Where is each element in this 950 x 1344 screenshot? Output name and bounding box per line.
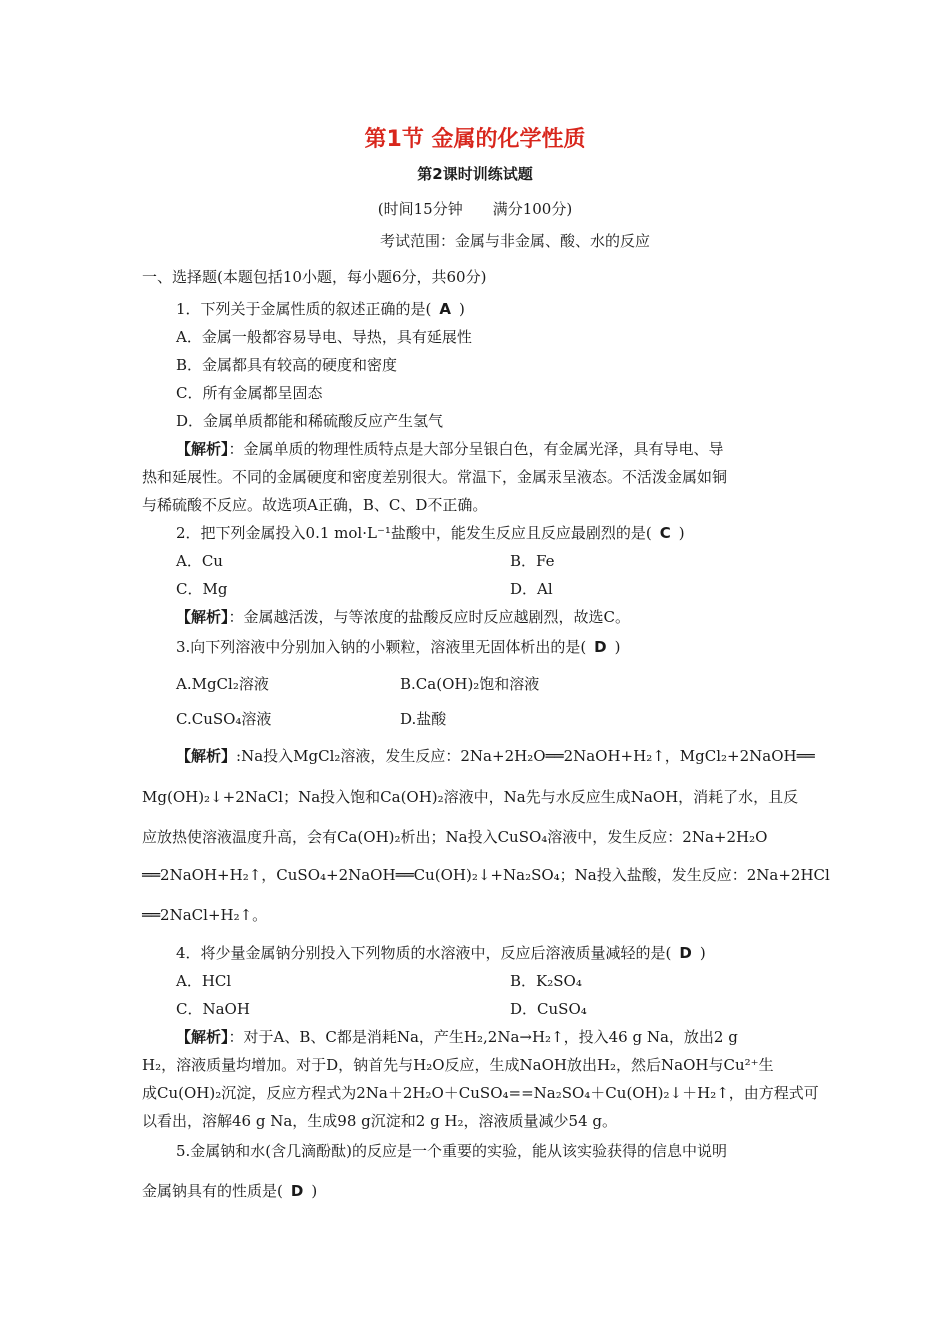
page-title: 第1节 金属的化学性质	[364, 127, 586, 152]
question-3-option: A.MgCl₂溶液	[176, 675, 269, 693]
question-3-analysis-line: 应放热使溶液温度升高，会有Ca(OH)₂析出；Na投入CuSO₄溶液中，发生反应：2Na+2H₂O	[142, 828, 768, 846]
question-1-analysis-line: 热和延展性。不同的金属硬度和密度差别很大。常温下，金属汞呈液态。不活泼金属如铜	[142, 468, 728, 486]
question-4-option: B．K₂SO₄	[510, 972, 582, 990]
question-3-analysis-line: ══2NaCl+H₂↑。	[142, 906, 268, 924]
question-3-stem: 3.向下列溶液中分别加入钠的小颗粒，溶液里无固体析出的是( D )	[176, 638, 621, 656]
question-5-stem-line: 金属钠具有的性质是( D )	[142, 1182, 318, 1200]
question-3-option: C.CuSO₄溶液	[176, 710, 272, 728]
page-subtitle: 第2课时训练试题	[417, 165, 533, 183]
question-1-option: D．金属单质都能和稀硫酸反应产生氢气	[176, 412, 444, 430]
time-info: (时间15分钟 满分100分)	[377, 200, 573, 218]
question-4-answer: D	[679, 944, 692, 962]
question-1-answer: A	[439, 300, 452, 318]
question-4-option: C．NaOH	[176, 1000, 250, 1018]
question-1-option: B．金属都具有较高的硬度和密度	[176, 356, 398, 374]
question-1-option: A．金属一般都容易导电、导热，具有延展性	[176, 328, 472, 346]
question-4-option: D．CuSO₄	[510, 1000, 587, 1018]
question-1-analysis: 【解析】：金属单质的物理性质特点是大部分呈银白色，有金属光泽，具有导电、导	[176, 440, 724, 458]
question-2-option: A．Cu	[176, 552, 223, 570]
exam-scope: 考试范围：金属与非金属、酸、水的反应	[379, 232, 650, 250]
question-4-stem: 4．将少量金属钠分别投入下列物质的水溶液中，反应后溶液质量减轻的是( D )	[176, 944, 706, 962]
question-1-option: C．所有金属都呈固态	[176, 384, 323, 402]
question-2-analysis: 【解析】：金属越活泼，与等浓度的盐酸反应时反应越剧烈，故选C。	[176, 608, 630, 626]
question-3-option: B.Ca(OH)₂饱和溶液	[400, 675, 540, 693]
question-5-answer: D	[290, 1182, 304, 1200]
question-2-stem: 2．把下列金属投入0.1 mol·L⁻¹盐酸中，能发生反应且反应最剧烈的是( C )	[176, 524, 685, 542]
question-4-analysis-line: H₂，溶液质量均增加。对于D，钠首先与H₂O反应，生成NaOH放出H₂，然后NaOH与Cu²⁺生	[142, 1056, 774, 1074]
section-heading: 一、选择题(本题包括10小题，每小题6分，共60分)	[142, 268, 487, 286]
question-3-option: D.盐酸	[400, 710, 447, 728]
question-3-analysis-line: Mg(OH)₂↓+2NaCl；Na投入饱和Ca(OH)₂溶液中，Na先与水反应生成NaOH，消耗了水，且反	[142, 788, 799, 806]
question-1-analysis-line: 与稀硫酸不反应。故选项A正确，B、C、D不正确。	[142, 496, 488, 514]
question-3-answer: D	[594, 638, 607, 656]
question-2-answer: C	[659, 524, 671, 542]
question-2-option: B．Fe	[510, 552, 555, 570]
question-1-stem: 1．下列关于金属性质的叙述正确的是( A )	[176, 300, 465, 318]
question-5-stem: 5.金属钠和水(含几滴酚酞)的反应是一个重要的实验，能从该实验获得的信息中说明	[176, 1142, 728, 1160]
question-2-option: D．Al	[510, 580, 553, 598]
question-4-analysis-line: 成Cu(OH)₂沉淀，反应方程式为2Na＋2H₂O＋CuSO₄==Na₂SO₄＋Cu(OH)₂↓＋H₂↑，由方程式可	[142, 1084, 819, 1102]
question-4-option: A．HCl	[176, 972, 232, 990]
question-2-option: C．Mg	[176, 580, 228, 598]
question-3-analysis-line: ══2NaOH+H₂↑，CuSO₄+2NaOH══Cu(OH)₂↓+Na₂SO₄；Na投入盐酸，发生反应：2Na+2HCl	[142, 866, 830, 884]
question-3-analysis: 【解析】:Na投入MgCl₂溶液，发生反应：2Na+2H₂O══2NaOH+H₂↑，MgCl₂+2NaOH══	[176, 747, 815, 765]
question-4-analysis: 【解析】：对于A、B、C都是消耗Na，产生H₂,2Na→H₂↑，投入46 g Na，放出2 g	[176, 1028, 738, 1046]
question-4-analysis-line: 以看出，溶解46 g Na，生成98 g沉淀和2 g H₂，溶液质量减少54 g。	[142, 1112, 617, 1130]
